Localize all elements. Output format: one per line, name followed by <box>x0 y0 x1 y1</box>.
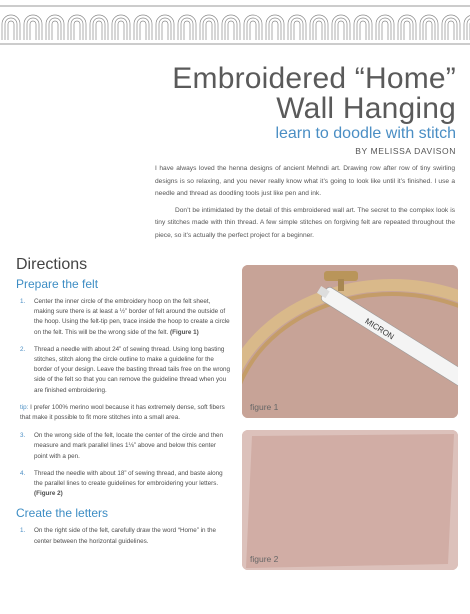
felt-sheet-illustration <box>242 430 458 570</box>
hoop-and-pen-illustration <box>242 265 458 418</box>
article-title-line1: Embroidered “Home” <box>172 62 456 95</box>
pen-label: MICRON <box>363 316 396 342</box>
intro-paragraph: Don’t be intimidated by the detail of this embroidered wall art. The secret to the complex look is tiny stitches made with thin thread. A few simple stitches on forgiving felt are repeated throughout the piece, so it’s actually the perfect project for a beginner. <box>155 206 455 239</box>
step-text: Center the inner circle of the embroidery hoop on the felt sheet, making sure there is at least a ½” border of felt around the outside of the hoop. Using the felt-tip pen, trace inside the hoop to create a circle on the felt. This will be the wrong side of the felt. <box>34 298 230 336</box>
step-number: 2. <box>20 345 26 353</box>
tip-note <box>20 403 231 423</box>
list-item <box>16 297 231 338</box>
step-text: On the right side of the felt, carefully draw the word “Home” in the center between the horizontal guidelines. <box>34 527 216 545</box>
directions-heading: Directions <box>16 256 88 273</box>
list-item <box>16 526 231 546</box>
list-item <box>16 431 231 462</box>
prepare-felt-heading: Prepare the felt <box>16 277 99 291</box>
decorative-stitch-border <box>0 0 470 50</box>
steps-list <box>16 526 231 546</box>
intro-text <box>155 163 455 247</box>
steps-list <box>16 431 231 499</box>
list-item <box>16 345 231 396</box>
figure-2-photo <box>242 430 458 570</box>
step-number: 1. <box>20 298 26 305</box>
figure-2-caption: figure 2 <box>250 554 279 564</box>
create-letters-heading: Create the letters <box>16 506 109 521</box>
article-subtitle: learn to doodle with stitch <box>275 125 456 142</box>
tip-label: tip: <box>20 403 29 411</box>
step-text: On the wrong side of the felt, locate the center of the circle and then measure and mark parallel lines 1⅛” above and below this center point with a pen. <box>34 432 224 460</box>
list-item <box>16 469 231 500</box>
article-title-block <box>172 64 456 156</box>
step-number: 3. <box>20 432 26 440</box>
figure-reference: (Figure 2) <box>34 490 63 498</box>
tip-text: I prefer 100% merino wool because it has extremely dense, soft fibers that make it possible to fit more stitches into a small area. <box>20 403 225 422</box>
article-title-line2: Wall Hanging <box>276 92 456 125</box>
article-byline: BY MELISSA DAVISON <box>355 146 456 156</box>
step-number: 1. <box>20 527 26 535</box>
figure-1-photo <box>242 265 458 418</box>
directions-column <box>16 255 231 554</box>
step-text: Thread a needle with about 24” of sewing thread. Using long basting stitches, stitch along the circle outline to make a guideline for the border of your design. Leave the basting thread tails free on the wrong side of the felt so that you can remove the guideline thread when you are finished embroidering. <box>34 345 231 394</box>
figure-reference: (Figure 1) <box>170 328 199 336</box>
step-number: 4. <box>20 469 26 477</box>
step-text: Thread the needle with about 18” of sewing thread, and baste along the parallel lines to create guidelines for embroidering your letters. <box>34 469 223 488</box>
intro-paragraph: I have always loved the henna designs of ancient Mehndi art. Drawing row after row of tiny swirling designs is so relaxing, and you never really know what it’s going to look like until it’s finished. I use a needle and thread as doodling tools just like pen and ink. <box>155 165 455 198</box>
figure-1-caption: figure 1 <box>250 402 279 412</box>
steps-list <box>16 297 231 396</box>
